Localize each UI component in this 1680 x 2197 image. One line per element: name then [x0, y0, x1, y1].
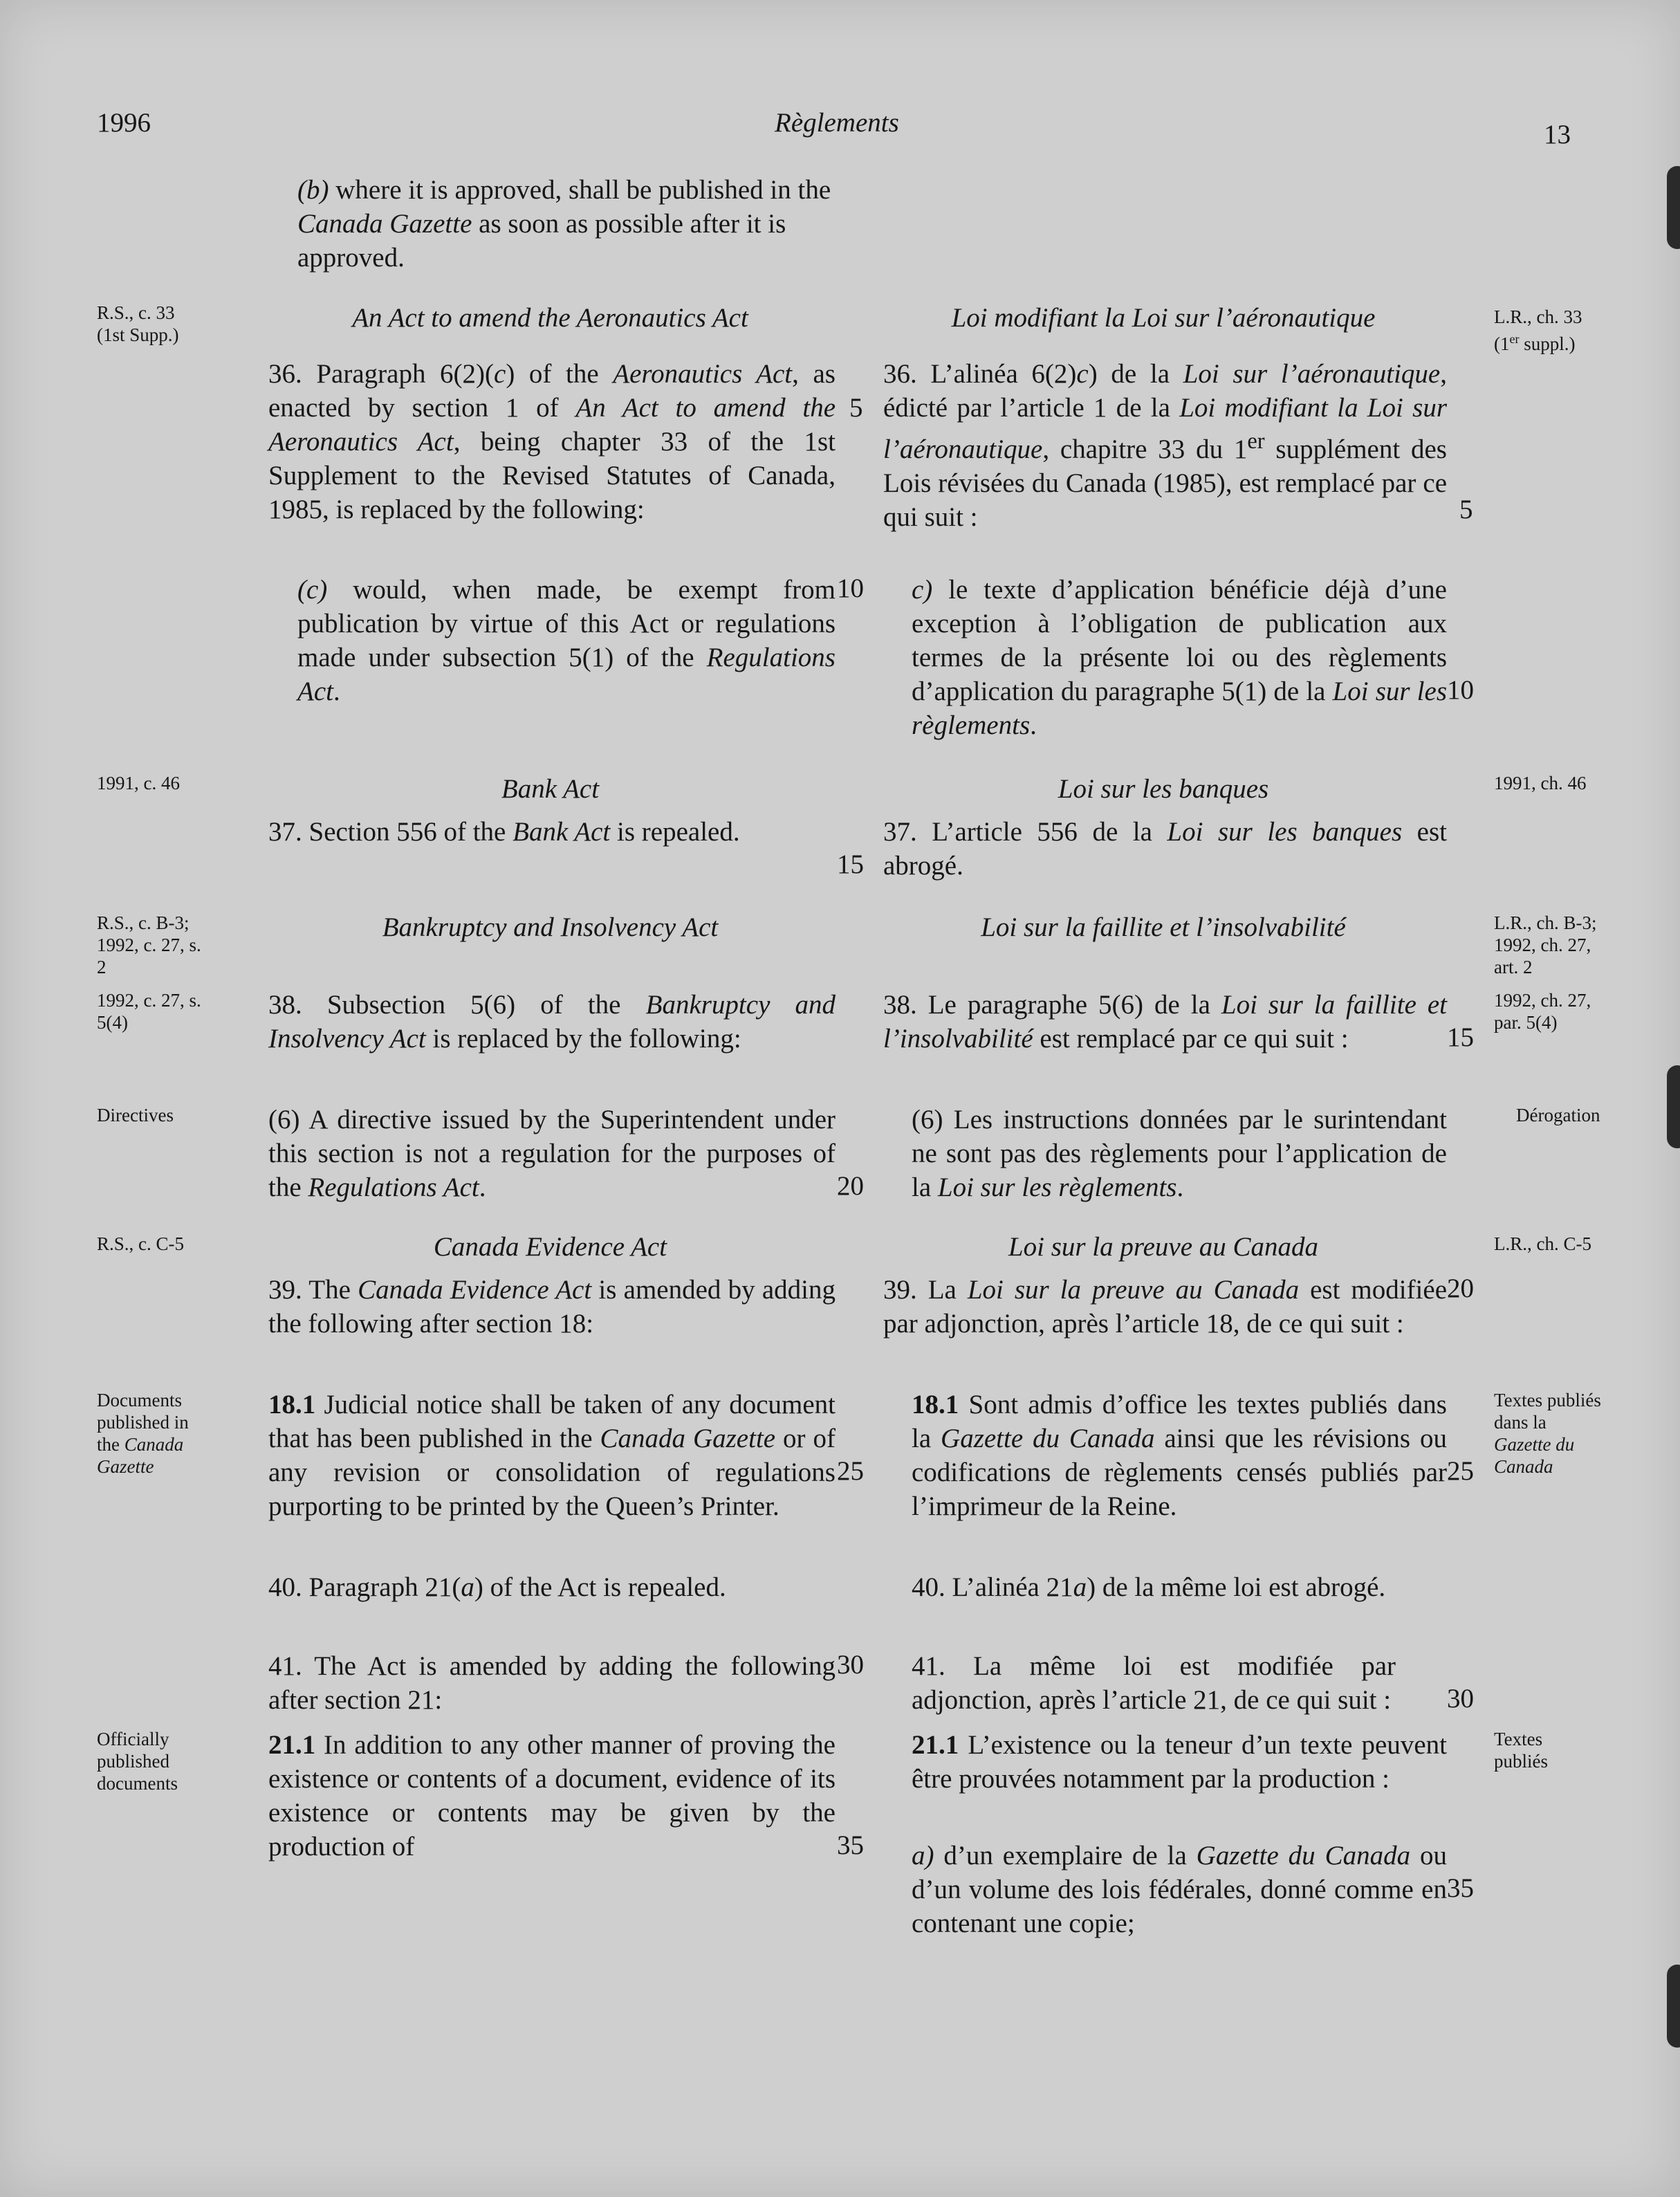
- line-number-fr: 30: [1447, 1684, 1474, 1713]
- line-number-fr: 35: [1447, 1873, 1474, 1903]
- punch-hole-middle: [1667, 1065, 1680, 1148]
- margin-note-fr: 1991, ch. 46: [1494, 773, 1587, 793]
- margin-note-fr: L.R., ch. C-5: [1494, 1233, 1591, 1254]
- fr-section-37: 37. L’article 556 de la Loi sur les banques est abrogé.: [883, 817, 1447, 881]
- line-number-fr: 5: [1459, 495, 1473, 524]
- fr-section-18-1: 18.1 Sont admis d’office les textes publiés dans la Gazette du Canada ainsi que les révisions ou codifications de règlements censés publiés par l’imprimeur de la Reine.: [912, 1390, 1447, 1521]
- header-title: Règlements: [775, 108, 899, 138]
- page-number: 13: [1544, 120, 1571, 149]
- en-section-36: 36. Paragraph 6(2)(c) of the Aeronautics Act, as enacted by section 1 of An Act to amend the Aeronautics Act, being chapter 33 of the 1st Supplement to the Revised Statutes of Canada, 1985, is replaced by the following:: [268, 359, 836, 524]
- en-section-40: 40. Paragraph 21(a) of the Act is repealed.: [268, 1572, 726, 1602]
- line-number-en: 35: [837, 1830, 864, 1860]
- fr-paragraph-a: a) d’un exemplaire de la Gazette du Canada ou d’un volume des lois fédérales, donné comme en contenant une copie;: [912, 1841, 1447, 1938]
- fr-section-36: 36. L’alinéa 6(2)c) de la Loi sur l’aéronautique, édicté par l’article 1 de la Loi modifiant la Loi sur l’aéronautique, chapitre 33 du 1er supplément des Lois révisées du Canada (1985), est remplacé par ce qui suit :: [883, 359, 1447, 532]
- margin-note-fr: L.R., ch. 33 (1er suppl.): [1494, 306, 1582, 354]
- en-section-38: 38. Subsection 5(6) of the Bankruptcy and Insolvency Act is replaced by the following:: [268, 990, 836, 1054]
- en-paragraph-c: (c) would, when made, be exempt from publication by virtue of this Act or regulations made under subsection 5(1) of the Regulations Act.: [297, 575, 836, 706]
- line-number-en: 5: [849, 393, 863, 423]
- fr-section-21-1: 21.1 L’existence ou la teneur d’un texte peuvent être prouvées notamment par la production :: [912, 1730, 1447, 1794]
- heading-bankruptcy-fr: Loi sur la faillite et l’insolvabilité: [981, 912, 1346, 942]
- fr-section-38: 38. Le paragraphe 5(6) de la Loi sur la faillite et l’insolvabilité est remplacé par ce qui suit :: [883, 990, 1448, 1054]
- header-year: 1996: [97, 108, 151, 138]
- heading-evidence-fr: Loi sur la preuve au Canada: [1008, 1232, 1319, 1262]
- margin-note-en: 1992, c. 27, s. 5(4): [97, 990, 201, 1033]
- margin-note-en: 1991, c. 46: [97, 773, 180, 793]
- margin-note-en: Officially published documents: [97, 1729, 178, 1794]
- line-number-fr: 15: [1447, 1022, 1474, 1052]
- line-number-en: 15: [837, 849, 864, 879]
- margin-note-fr: 1992, ch. 27, par. 5(4): [1494, 990, 1591, 1033]
- margin-note-en: Documents published in the Canada Gazette: [97, 1390, 189, 1477]
- margin-note-fr: Dérogation: [1516, 1105, 1600, 1125]
- heading-bank-fr: Loi sur les banques: [1058, 774, 1269, 804]
- heading-aero-fr: Loi modifiant la Loi sur l’aéronautique: [951, 303, 1376, 333]
- margin-note-fr: Textes publiés: [1494, 1729, 1548, 1772]
- heading-bankruptcy-en: Bankruptcy and Insolvency Act: [382, 912, 719, 942]
- en-subsection-6: (6) A directive issued by the Superintendent under this section is not a regulation for the purposes of the Regulations Act.: [268, 1105, 836, 1202]
- margin-note-en: R.S., c. B-3; 1992, c. 27, s. 2: [97, 912, 201, 977]
- en-section-37: 37. Section 556 of the Bank Act is repealed.: [268, 817, 740, 847]
- heading-evidence-en: Canada Evidence Act: [433, 1232, 667, 1262]
- heading-aero-en: An Act to amend the Aeronautics Act: [352, 303, 748, 333]
- line-number-en: 20: [837, 1171, 864, 1201]
- fr-section-39: 39. La Loi sur la preuve au Canada est modifiée par adjonction, après l’article 18, de ce qui suit :: [883, 1275, 1448, 1339]
- punch-hole-bottom: [1667, 1965, 1680, 2048]
- margin-note-en: Directives: [97, 1105, 174, 1125]
- margin-note-en: R.S., c. 33 (1st Supp.): [97, 302, 179, 345]
- intro-paragraph-b: (b) where it is approved, shall be published in the Canada Gazette as soon as possible after it is approved.: [297, 175, 831, 273]
- margin-note-en: R.S., c. C-5: [97, 1233, 185, 1254]
- line-number-en: 10: [837, 573, 864, 603]
- margin-note-fr: Textes publiés dans la Gazette du Canada: [1494, 1390, 1601, 1477]
- line-number-en: 25: [837, 1456, 864, 1486]
- line-number-fr: 20: [1447, 1274, 1474, 1303]
- en-section-41: 41. The Act is amended by adding the following after section 21:: [268, 1651, 836, 1715]
- en-section-39: 39. The Canada Evidence Act is amended by adding the following after section 18:: [268, 1275, 836, 1339]
- en-section-18-1: 18.1 Judicial notice shall be taken of any document that has been published in the Canada Gazette or of any revision or consolidation of regulations purporting to be printed by the Queen’s Printer.: [268, 1390, 836, 1521]
- line-number-fr: 10: [1447, 675, 1474, 705]
- fr-section-40: 40. L’alinéa 21a) de la même loi est abrogé.: [912, 1572, 1386, 1602]
- line-number-fr: 25: [1447, 1456, 1474, 1486]
- fr-section-41: 41. La même loi est modifiée par adjonction, après l’article 21, de ce qui suit :: [912, 1651, 1396, 1715]
- fr-subsection-6: (6) Les instructions données par le surintendant ne sont pas des règlements pour l’application de la Loi sur les règlements.: [912, 1105, 1447, 1202]
- margin-note-fr: L.R., ch. B-3; 1992, ch. 27, art. 2: [1494, 912, 1597, 977]
- line-number-en: 30: [837, 1650, 864, 1680]
- en-section-21-1: 21.1 In addition to any other manner of proving the existence or contents of a document, evidence of its existence or contents may be given by the production of: [268, 1730, 836, 1862]
- fr-paragraph-c: c) le texte d’application bénéficie déjà d’une exception à l’obligation de publication aux termes de la présente loi ou des règlements d’application du paragraphe 5(1) de la Loi sur les règlements.: [912, 575, 1448, 740]
- punch-hole-top: [1667, 166, 1680, 249]
- heading-bank-en: Bank Act: [501, 774, 600, 804]
